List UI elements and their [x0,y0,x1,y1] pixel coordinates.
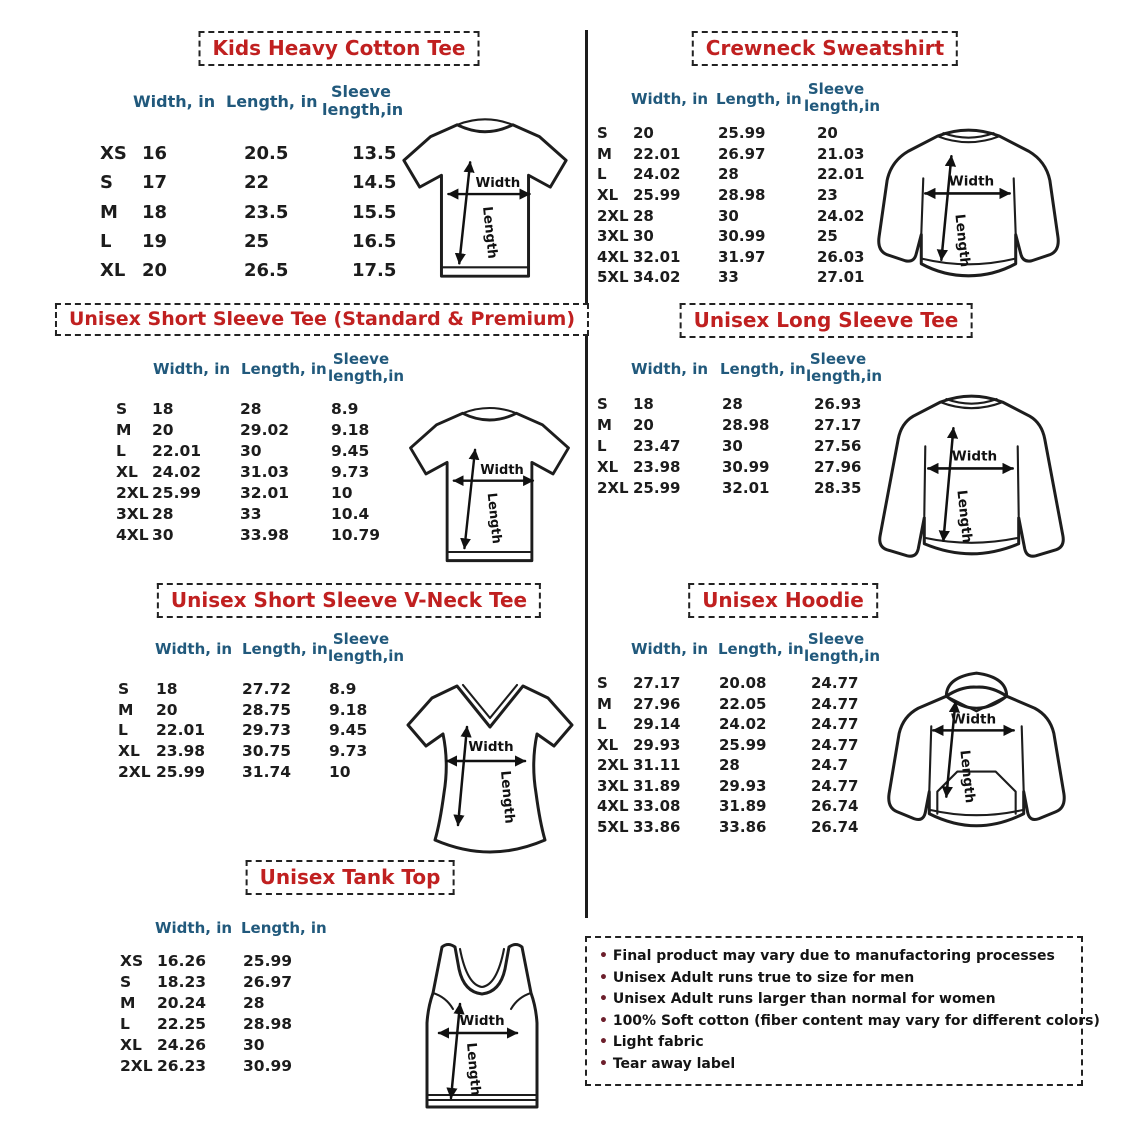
title-text: Unisex Hoodie [702,588,864,612]
width-cell: 25.99 [633,186,681,205]
width-cell: 20 [633,124,654,143]
sleeve-cell: 13.5 [352,143,397,165]
sleeve-cell: 21.03 [817,144,865,163]
table-row [100,227,432,256]
sleeve-cell: 27.01 [817,268,865,287]
width-cell: 22.01 [152,442,202,461]
length-cell: 22.05 [719,694,767,713]
sleeve-cell: 24.02 [817,206,865,225]
column-header-length: Length, in [716,90,802,108]
size-cell: M [120,994,136,1013]
size-cell: M [100,201,118,223]
hoodie-graphic [869,666,1088,859]
sleeve-cell: 10.4 [331,504,370,523]
sleeve-cell: 24.77 [811,694,859,713]
length-cell: 33.98 [240,525,290,544]
vneck-tee-graphic [397,671,583,861]
sleeve-cell: 9.45 [331,442,370,461]
width-cell: 16.26 [157,952,207,971]
table-row [597,226,877,247]
width-cell: 25.99 [152,484,202,502]
length-cell: 27.72 [242,680,292,699]
size-cell: S [116,400,128,419]
section-title-vneck [157,583,541,618]
size-cell: 3XL [597,227,629,246]
length-cell: 30 [240,442,262,461]
length-cell: 20.08 [719,674,767,693]
column-header-width: Width, in [631,360,709,378]
width-cell: 30 [633,227,654,246]
length-cell: 31.89 [719,797,767,816]
long-sleeve-table [597,393,876,498]
sleeve-cell: 27.56 [814,436,862,455]
table-row [118,679,399,700]
sleeve-cell: 10 [331,484,353,502]
column-header-width: Width, in [631,640,709,658]
width-cell: 17 [142,172,168,194]
width-cell: 20 [142,260,168,282]
size-cell: 5XL [597,268,629,287]
width-label: Width [459,1013,505,1029]
length-label: Length [497,769,518,825]
note-item: • Unisex Adult runs true to size for men [599,968,1069,990]
width-cell: 19 [142,231,168,253]
sleeve-cell: 25 [817,227,838,246]
table-row [116,524,401,545]
table-row [120,1055,333,1076]
width-cell: 31.11 [633,756,681,775]
vneck-table [118,679,399,782]
table-row [597,435,876,456]
length-label: Length [953,489,975,544]
size-cell: 2XL [597,756,629,775]
table-row [116,503,401,524]
column-divider [585,30,588,918]
length-cell: 28 [722,394,743,413]
table-row [116,483,401,504]
size-cell: L [597,715,607,734]
size-cell: S [597,394,608,413]
column-header-sleeve: Sleeve length,in [328,630,405,665]
table-row [597,185,877,206]
width-cell: 23.47 [633,436,681,455]
column-header-sleeve: Sleeve length,in [804,630,881,665]
width-cell: 29.93 [633,735,681,754]
width-cell: 20 [152,421,174,440]
section-title-long-sleeve [680,303,973,338]
length-cell: 32.01 [722,478,770,497]
table-row [597,714,873,735]
table-row [597,735,873,756]
length-cell: 26.97 [243,973,293,992]
column-header-width: Width, in [155,640,233,658]
length-cell: 26.5 [244,260,289,282]
width-cell: 18.23 [157,973,207,992]
width-cell: 22.25 [157,1015,207,1034]
long-sleeve-tee-graphic [858,388,1087,577]
sleeve-cell: 8.9 [329,680,357,699]
note-item: • 100% Soft cotton (fiber content may vary for different colors) [599,1011,1069,1033]
width-cell: 25.99 [156,762,206,781]
length-label: Length [483,492,504,545]
table-row [597,267,877,288]
width-cell: 33.08 [633,797,681,816]
size-cell: XL [597,735,619,754]
size-cell: XS [120,952,144,971]
length-cell: 30.99 [718,227,766,246]
width-cell: 25.99 [633,478,681,497]
size-cell: 3XL [597,776,629,795]
column-header-sleeve: Sleeve length,in [328,350,405,385]
table-row [597,796,873,817]
length-cell: 29.02 [240,421,290,440]
sleeve-cell: 24.77 [811,674,859,693]
length-cell: 22 [244,172,270,194]
table-row [597,144,877,165]
column-header-width: Width, in [631,90,709,108]
length-cell: 31.03 [240,463,290,482]
column-header-length: Length, in [226,92,318,111]
garment-outline [408,686,572,852]
length-cell: 29.73 [242,721,292,740]
length-label: Length [951,213,973,268]
size-cell: XL [118,742,140,761]
size-cell: L [100,231,112,253]
width-cell: 24.02 [633,165,681,184]
width-cell: 27.17 [633,674,681,693]
table-row [120,1035,333,1056]
sleeve-cell: 27.96 [814,457,862,476]
length-cell: 33 [240,504,262,523]
size-cell: 2XL [597,478,629,497]
length-cell: 20.5 [244,143,289,165]
size-cell: XL [597,186,619,205]
size-cell: L [597,436,607,455]
sleeve-cell: 22.01 [817,165,865,184]
size-cell: 4XL [116,525,149,544]
length-label: Length [956,749,978,804]
width-cell: 31.89 [633,776,681,795]
tank-table [120,951,333,1076]
column-header-length: Length, in [241,360,327,378]
width-cell: 28 [633,206,654,225]
size-cell: 2XL [118,762,151,781]
kids-tee-table [100,139,432,285]
column-header-length: Length, in [241,919,327,937]
length-cell: 33.86 [719,817,767,836]
sleeve-cell: 17.5 [352,260,397,282]
size-cell: XL [100,260,126,282]
table-row [597,673,873,694]
sleeve-cell: 9.18 [329,700,368,719]
size-cell: S [118,680,130,699]
length-cell: 33 [718,268,739,287]
size-cell: M [118,700,134,719]
table-row [120,1014,333,1035]
sleeve-cell: 26.74 [811,797,859,816]
table-row [597,477,876,498]
sweatshirt-graphic [861,121,1080,294]
width-cell: 20.24 [157,994,207,1013]
sleeve-cell: 20 [817,124,838,143]
length-cell: 30 [722,436,743,455]
length-cell: 30 [718,206,739,225]
size-cell: XL [120,1036,142,1054]
width-label: Width [950,711,997,728]
length-cell: 32.01 [240,484,290,502]
product-notes-box [585,936,1100,1086]
table-row [597,694,873,715]
tshirt-graphic [391,108,579,290]
length-label: Length [463,1041,484,1097]
length-cell: 25.99 [718,124,766,143]
sleeve-cell: 24.77 [811,735,859,754]
sleeve-cell: 10 [329,762,351,781]
length-cell: 28.98 [722,415,770,434]
table-row [597,205,877,226]
length-cell: 28.75 [242,700,292,719]
size-cell: L [597,165,607,184]
note-item: • Tear away label [599,1054,1069,1076]
length-cell: 31.97 [718,247,766,266]
table-row [118,761,399,782]
width-cell: 20 [156,700,178,719]
column-header-length: Length, in [242,640,328,658]
hood-outline [946,673,1006,696]
sleeve-cell: 24.77 [811,715,859,734]
width-cell: 18 [156,680,178,699]
title-text: Kids Heavy Cotton Tee [212,36,466,60]
hoodie-table [597,673,873,837]
length-cell: 25.99 [243,952,293,971]
size-cell: S [120,973,132,992]
size-cell: 4XL [597,247,629,266]
width-cell: 32.01 [633,247,681,266]
table-row [100,256,432,285]
size-cell: 2XL [116,484,149,502]
sleeve-cell: 10.79 [331,525,381,544]
table-row [597,776,873,797]
table-row [120,972,333,993]
length-cell: 28.98 [243,1015,293,1034]
length-cell: 28 [240,400,262,419]
width-cell: 34.02 [633,268,681,287]
table-row [116,441,401,462]
width-cell: 24.26 [157,1036,207,1054]
length-cell: 28 [718,165,739,184]
length-cell: 30.99 [243,1056,293,1075]
size-cell: 2XL [120,1056,153,1075]
length-cell: 30.99 [722,457,770,476]
table-row [100,198,432,227]
width-label: Width [480,462,524,478]
width-cell: 18 [142,201,168,223]
size-cell: M [597,694,612,713]
width-cell: 24.02 [152,463,202,482]
width-cell: 18 [152,400,174,419]
length-cell: 26.97 [718,144,766,163]
table-row [116,399,401,420]
size-cell: XL [116,463,138,482]
size-cell: L [116,442,126,461]
width-cell: 30 [152,525,174,544]
note-item: • Light fabric [599,1032,1069,1054]
section-title-kids-tee [199,31,480,66]
table-row [597,123,877,144]
table-row [597,164,877,185]
length-cell: 30 [243,1036,265,1054]
sleeve-cell: 16.5 [352,231,397,253]
size-cell: S [597,674,608,693]
size-cell: M [116,421,132,440]
section-title-hoodie [688,583,878,618]
width-label: Width [468,739,514,755]
sleeve-cell: 27.17 [814,415,862,434]
sleeve-cell: 26.74 [811,817,859,836]
column-header-width: Width, in [133,92,216,111]
width-cell: 16 [142,143,168,165]
table-row [597,414,876,435]
column-header-sleeve: Sleeve length,in [804,80,881,115]
sleeve-cell: 23 [817,186,838,205]
table-row [120,951,333,972]
table-row [118,741,399,762]
table-row [597,755,873,776]
table-row [116,420,401,441]
width-cell: 26.23 [157,1056,207,1075]
length-cell: 30.75 [242,742,292,761]
width-cell: 22.01 [633,144,681,163]
title-text: Unisex Short Sleeve Tee (Standard & Premium) [68,308,576,330]
table-row [118,720,399,741]
length-cell: 28 [243,994,265,1013]
section-title-crewneck [692,31,958,66]
sleeve-cell: 26.93 [814,394,862,413]
size-cell: L [118,721,128,740]
size-cell: M [597,144,612,163]
size-cell: 2XL [597,206,629,225]
sleeve-cell: 9.73 [329,742,368,761]
short-sleeve-table [116,399,401,545]
size-cell: 4XL [597,797,629,816]
size-cell: XL [597,457,619,476]
width-cell: 28 [152,504,174,523]
title-text: Unisex Short Sleeve V-Neck Tee [170,588,528,612]
tank-top-graphic [415,938,550,1125]
table-row [116,462,401,483]
tshirt-graphic [398,397,581,574]
table-row [118,700,399,721]
column-header-sleeve: Sleeve length,in [806,350,883,385]
width-cell: 18 [633,394,654,413]
note-item: • Final product may vary due to manufactoring processes [599,946,1069,968]
note-item: • Unisex Adult runs larger than normal for women [599,989,1069,1011]
table-row [597,456,876,477]
column-header-width: Width, in [155,919,233,937]
table-row [597,817,873,838]
length-cell: 28 [719,756,740,775]
sleeve-cell: 9.45 [329,721,368,740]
sleeve-cell: 9.18 [331,421,370,440]
width-label: Width [475,176,521,192]
sleeve-cell: 14.5 [352,172,397,194]
size-cell: M [597,415,612,434]
table-row [120,993,333,1014]
length-cell: 25 [244,231,270,253]
title-text: Unisex Tank Top [259,865,441,889]
column-header-length: Length, in [720,360,806,378]
table-row [100,139,432,168]
section-title-short-sleeve [55,303,589,336]
table-row [597,247,877,268]
length-cell: 28.98 [718,186,766,205]
sleeve-cell: 26.03 [817,247,865,266]
sleeve-cell: 28.35 [814,478,862,497]
width-cell: 23.98 [633,457,681,476]
width-cell: 27.96 [633,694,681,713]
width-cell: 20 [633,415,654,434]
size-cell: 5XL [597,817,629,836]
length-cell: 25.99 [719,735,767,754]
length-cell: 23.5 [244,201,289,223]
column-header-length: Length, in [718,640,804,658]
section-title-tank [246,860,455,895]
length-cell: 29.93 [719,776,767,795]
column-header-width: Width, in [153,360,231,378]
sleeve-cell: 24.7 [811,756,849,775]
width-cell: 22.01 [156,721,206,740]
width-cell: 23.98 [156,742,206,761]
width-cell: 29.14 [633,715,681,734]
width-label: Width [948,173,995,190]
table-row [100,168,432,197]
crewneck-table [597,123,877,288]
sleeve-cell: 9.73 [331,463,370,482]
size-cell: S [597,124,608,143]
sleeve-cell: 24.77 [811,776,859,795]
title-text: Unisex Long Sleeve Tee [693,308,959,332]
size-cell: L [120,1015,130,1034]
column-header-sleeve: Sleeve length,in [322,82,404,119]
length-cell: 31.74 [242,762,292,781]
sleeve-cell: 8.9 [331,400,359,419]
size-cell: S [100,172,113,194]
sleeve-cell: 15.5 [352,201,397,223]
length-label: Length [479,205,500,260]
width-label: Width [951,448,998,465]
size-cell: 3XL [116,504,149,523]
table-row [597,393,876,414]
title-text: Crewneck Sweatshirt [705,36,945,60]
length-cell: 24.02 [719,715,767,734]
size-cell: XS [100,143,127,165]
width-cell: 33.86 [633,817,681,836]
